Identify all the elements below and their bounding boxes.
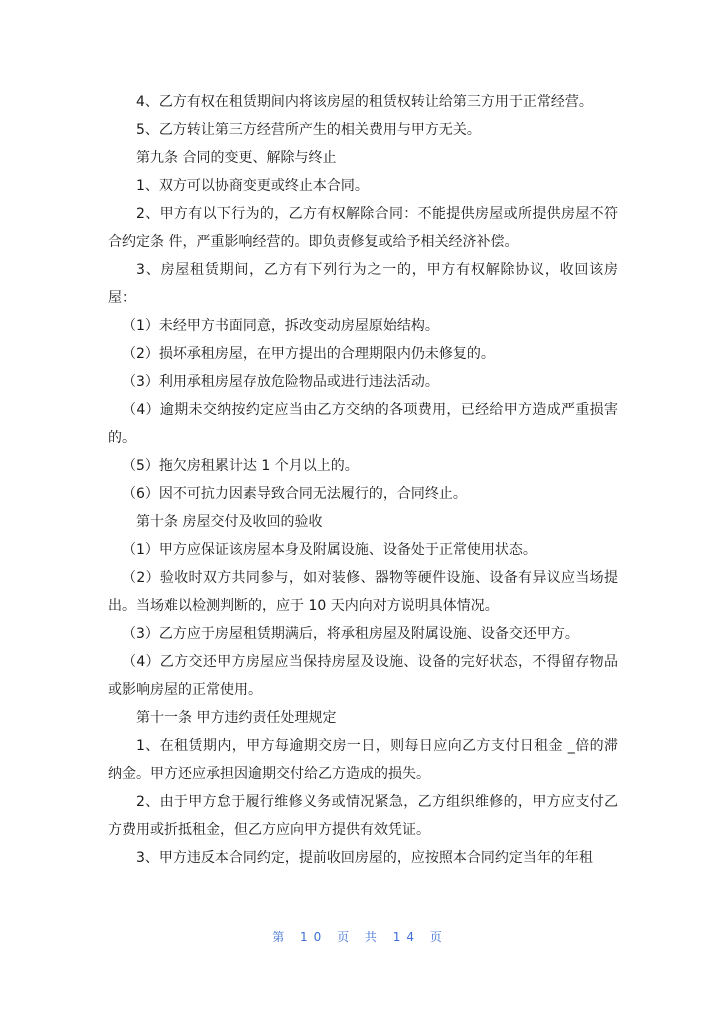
page-number-footer: 第 10 页 共 14 页 xyxy=(272,930,448,944)
paragraph: （1）未经甲方书面同意，拆改变动房屋原始结构。 xyxy=(122,318,439,334)
paragraph: 5、乙方转让第三方经营所产生的相关费用与甲方无关。 xyxy=(136,122,481,138)
paragraph: 4、乙方有权在租赁期间内将该房屋的租赁权转让给第三方用于正常经营。 xyxy=(136,94,593,110)
paragraph: （3）利用承租房屋存放危险物品或进行违法活动。 xyxy=(122,374,439,390)
document-body xyxy=(108,88,618,872)
paragraph: （3）乙方应于房屋租赁期满后，将承租房屋及附属设施、设备交还甲方。 xyxy=(122,626,579,642)
paragraph: （6）因不可抗力因素导致合同无法履行的，合同终止。 xyxy=(122,486,467,502)
paragraph: 第十一条 甲方违约责任处理规定 xyxy=(136,710,337,726)
paragraph: 2、甲方有以下行为的，乙方有权解除合同：不能提供房屋或所提供房屋不符合约定条 件，严重影响经营的。即负责修复或给予相关经济补偿。 xyxy=(108,206,618,250)
paragraph: （2）验收时双方共同参与，如对装修、器物等硬件设施、设备有异议应当场提出。当场难以检测判断的，应于 10 天内向对方说明具体情况。 xyxy=(108,570,618,614)
paragraph: 第九条 合同的变更、解除与终止 xyxy=(136,150,337,166)
paragraph: （2）损坏承租房屋，在甲方提出的合理期限内仍未修复的。 xyxy=(122,346,495,362)
paragraph: （4）逾期未交纳按约定应当由乙方交纳的各项费用，已经给甲方造成严重损害的。 xyxy=(108,402,618,446)
paragraph: 1、在租赁期内，甲方每逾期交房一日，则每日应向乙方支付日租金 _倍的滞纳金。甲方还应承担因逾期交付给乙方造成的损失。 xyxy=(108,738,618,782)
paragraph: （5）拖欠房租累计达 1 个月以上的。 xyxy=(122,458,359,474)
paragraph: 第十条 房屋交付及收回的验收 xyxy=(136,514,323,530)
paragraph: 2、由于甲方怠于履行维修义务或情况紧急，乙方组织维修的，甲方应支付乙方费用或折抵租金，但乙方应向甲方提供有效凭证。 xyxy=(108,794,618,838)
paragraph: 3、房屋租赁期间，乙方有下列行为之一的，甲方有权解除协议，收回该房屋： xyxy=(108,262,618,306)
paragraph: 3、甲方违反本合同约定，提前收回房屋的，应按照本合同约定当年的年租 xyxy=(136,850,593,866)
paragraph: 1、双方可以协商变更或终止本合同。 xyxy=(136,178,369,194)
paragraph: （4）乙方交还甲方房屋应当保持房屋及设施、设备的完好状态，不得留存物品或影响房屋的正常使用。 xyxy=(108,654,618,698)
paragraph: （1）甲方应保证该房屋本身及附属设施、设备处于正常使用状态。 xyxy=(122,542,537,558)
